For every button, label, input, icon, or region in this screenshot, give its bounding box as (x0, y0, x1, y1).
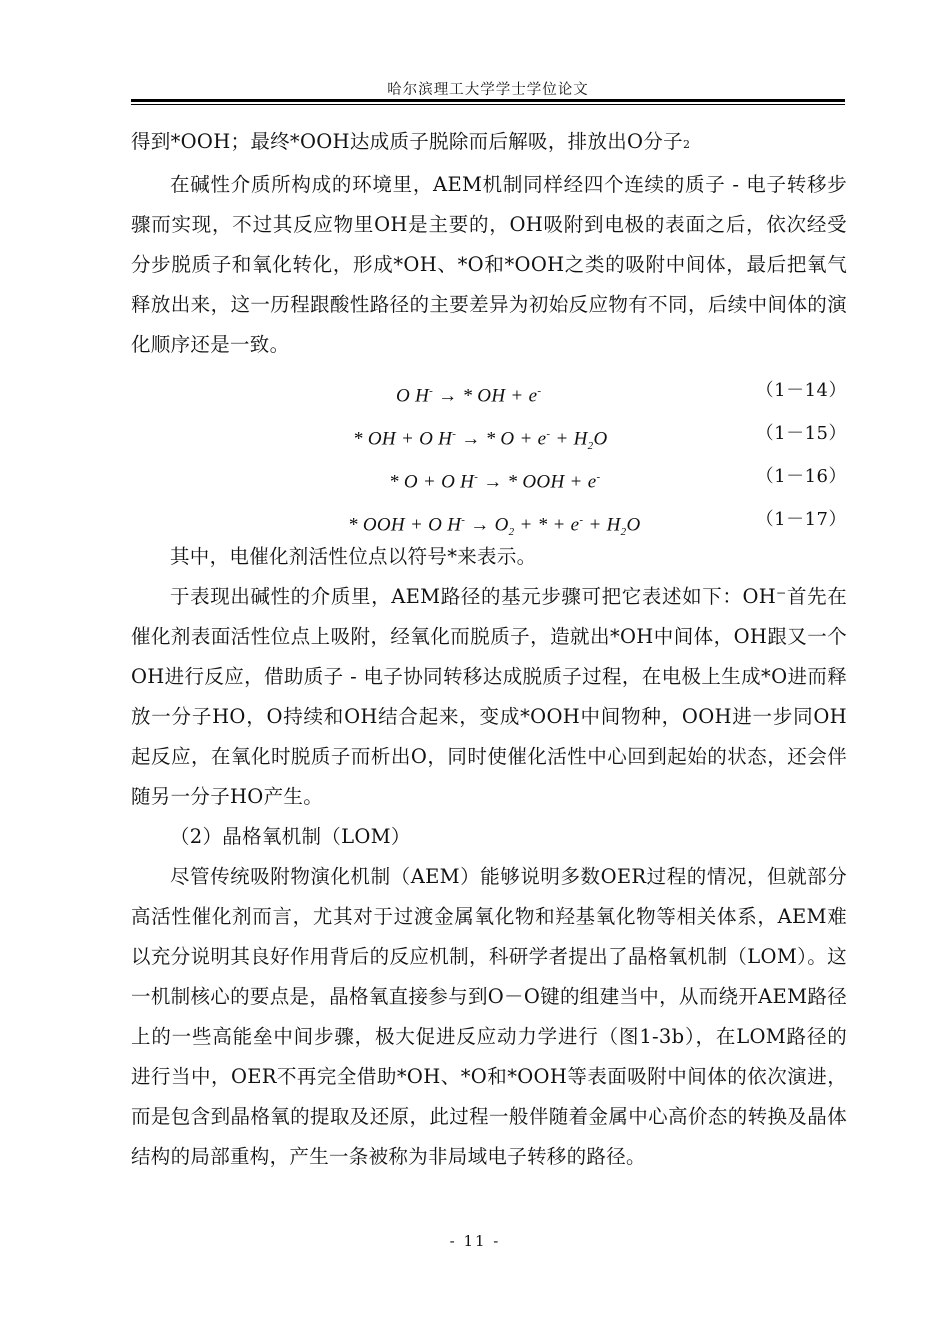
equation-number: （1－14） (755, 380, 847, 401)
header-rule-thin (131, 104, 845, 105)
equation-1-15 (131, 408, 847, 451)
equation-1-17 (131, 494, 847, 537)
body-text (131, 122, 847, 1177)
paragraph-aem-alkaline: 在碱性介质所构成的环境里，AEM机制同样经四个连续的质子 - 电子转移步骤而实现，不过其反应物里OH是主要的，OH吸附到电极的表面之后，依次经受分步脱质子和氧化转化，形成*OH、*O和*OOH之类的吸附中间体，最后把氧气释放出来，这一历程跟酸性路径的主要差异为初始反应物有不同，后续中间体的演化顺序还是一致。 (131, 173, 847, 356)
equation-1-14 (131, 365, 847, 408)
page-number: - 11 - (449, 1232, 501, 1250)
equation-number: （1－16） (755, 466, 847, 487)
subscript: 2 (682, 138, 691, 151)
page-header: 哈尔滨理工大学学士学位论文 (387, 82, 589, 98)
paragraph-active-site: 其中，电催化剂活性位点以符号*来表示。 (170, 545, 537, 568)
equation-formula: * OH + O H- → * $O + e^- + H_2O$ (353, 428, 608, 453)
equation-formula: O H- → * OH + e- (396, 385, 542, 407)
equation-number: （1－17） (755, 509, 847, 530)
paragraph-aem-steps: 于表现出碱性的介质里，AEM路径的基元步骤可把它表述如下：OH⁻首先在催化剂表面活性位点上吸附，经氧化而脱质子，造就出*OH中间体，OH跟又一个OH进行反应，借助质子 - 电子协同转移达成脱质子过程，在电极上生成*O进而释放一分子HO，O持续和OH结合起来，变成*OOH中间物种，OOH进一步同OH起反应，在氧化时脱质子而析出O，同时使催化活性中心回到起始的状态，还会伴随另一分子HO产生。 (131, 585, 847, 808)
equation-formula: * O + O H- → * OOH + e- (389, 471, 601, 493)
paragraph-intro: 得到*OOH；最终*OOH达成质子脱除而后解吸，排放出O分子2 (131, 130, 691, 153)
header-rule-thick (131, 99, 845, 102)
section-heading-lom: （2）晶格氧机制（LOM） (170, 825, 411, 848)
equation-number: （1－15） (755, 423, 847, 444)
equation-formula: * OOH + O $H^- \to O_2$ + * + $e^- + H_2O$ (348, 514, 641, 539)
paragraph-lom: 尽管传统吸附物演化机制（AEM）能够说明多数OER过程的情况，但就部分高活性催化剂而言，尤其对于过渡金属氧化物和羟基氧化物等相关体系，AEM难以充分说明其良好作用背后的反应机制，科研学者提出了晶格氧机制（LOM）。这一机制核心的要点是，晶格氧直接参与到O－O键的组建当中，从而绕开AEM路径上的一些高能垒中间步骤，极大促进反应动力学进行（图1-3b），在LOM路径的进行当中，OER不再完全借助*OH、*O和*OOH等表面吸附中间体的依次演进，而是包含到晶格氧的提取及还原，此过程一般伴随着金属中心高价态的转换及晶体结构的局部重构，产生一条被称为非局域电子转移的路径。 (131, 865, 847, 1168)
equation-1-16 (131, 451, 847, 494)
